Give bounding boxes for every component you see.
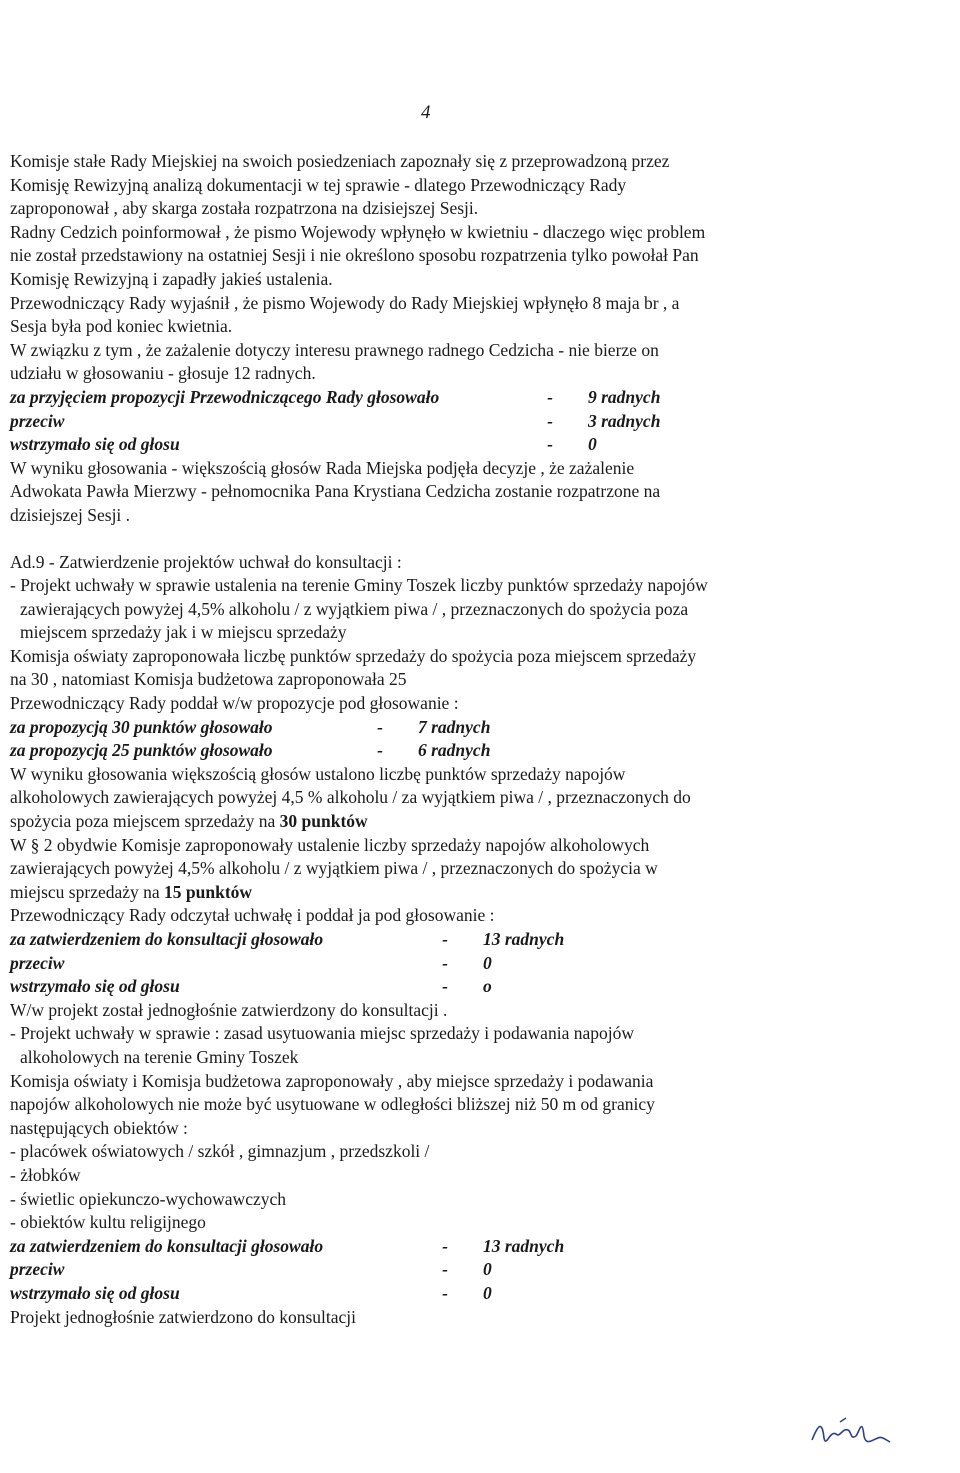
text-line: zawierających powyżej 4,5% alkoholu / z wyjątkiem piwa / , przeznaczonych do spożycia w [10, 858, 658, 879]
vote-count: 7 radnych [418, 716, 491, 737]
vote-row [10, 716, 850, 740]
vote-count: 0 [483, 1282, 492, 1303]
emphasis: 30 punktów [279, 811, 368, 832]
text-line: Projekt jednogłośnie zatwierdzono do konsultacji [10, 1306, 357, 1327]
text-line: Komisje stałe Rady Miejskiej na swoich posiedzeniach zapoznały się z przeprowadzoną przez [10, 151, 670, 171]
vote-count: 6 radnych [418, 740, 491, 761]
text-line: Radny Cedzich poinformował , że pismo Wojewody wpłynęło w kwietniu - dlaczego więc problem [10, 221, 706, 242]
vote-count: 3 radnych [588, 410, 661, 431]
text-line: W/w projekt został jednogłośnie zatwierdzony do konsultacji . [10, 999, 448, 1020]
text-line: W § 2 obydwie Komisje zaproponowały ustalenie liczby sprzedaży napojów alkoholowych [10, 834, 650, 855]
text-line: napojów alkoholowych nie może być usytuowane w odległości bliższej niż 50 m od granicy [10, 1094, 655, 1115]
text-run: spożycia poza miejscem sprzedaży na [10, 811, 280, 832]
vote-count: 13 radnych [483, 929, 565, 949]
vote-row [10, 1258, 850, 1282]
vote-row [10, 952, 850, 976]
vote-dash: - [377, 740, 383, 761]
vote-row [10, 739, 850, 763]
text-line: Komisja oświaty i Komisja budżetowa zaproponowały , aby miejsce sprzedaży i podawania [10, 1070, 654, 1091]
vote-label: przeciw [10, 1259, 65, 1280]
vote-table-2 [10, 716, 850, 763]
list-item: - placówek oświatowych / szkół , gimnazjum , przedszkoli / [10, 1141, 430, 1162]
list-item: - świetlic opiekunczo-wychowawczych [10, 1188, 287, 1209]
vote-table-3 [10, 928, 850, 999]
vote-dash: - [547, 410, 553, 431]
text-line: udziału w głosowaniu - głosuje 12 radnych. [10, 363, 316, 384]
vote-table-4 [10, 1235, 850, 1306]
vote-label: za zatwierdzeniem do konsultacji głosowało [10, 1235, 324, 1256]
text-line: - Projekt uchwały w sprawie ustalenia na terenie Gminy Toszek liczby punktów sprzedaży napojów [10, 575, 708, 596]
text-line: Przewodniczący Rady odczytał uchwałę i poddał ja pod głosowanie : [10, 905, 495, 926]
text-line: W wyniku głosowania - większością głosów Rada Miejska podjęła decyzje , że zażalenie [10, 457, 635, 478]
text-line [10, 881, 850, 905]
vote-label: za zatwierdzeniem do konsultacji głosowało [10, 929, 324, 949]
list-item: - obiektów kultu religijnego [10, 1212, 206, 1233]
vote-count: 0 [483, 952, 492, 973]
emphasis: 15 punktów [164, 881, 253, 902]
text-line: następujących obiektów : [10, 1117, 188, 1138]
text-line: miejscem sprzedaży jak i w miejscu sprzedaży [20, 622, 347, 643]
vote-row [10, 975, 850, 999]
vote-label: wstrzymało się od głosu [10, 976, 180, 997]
text-line: zawierających powyżej 4,5% alkoholu / z wyjątkiem piwa / , przeznaczonych do spożycia poza [20, 598, 689, 619]
section-heading: Ad.9 - Zatwierdzenie projektów uchwał do konsultacji : [10, 551, 402, 572]
vote-dash: - [377, 716, 383, 737]
vote-row [10, 1282, 850, 1306]
vote-label: wstrzymało się od głosu [10, 434, 180, 455]
vote-row [10, 386, 850, 410]
vote-dash: - [442, 1259, 448, 1280]
text-line: Komisja oświaty zaproponowała liczbę punktów sprzedaży do spożycia poza miejscem sprzedaży [10, 645, 697, 666]
vote-row [10, 410, 850, 434]
vote-dash: - [547, 434, 553, 455]
vote-label: za propozycją 30 punktów głosowało [10, 716, 273, 737]
vote-dash: - [442, 952, 448, 973]
vote-dash: - [442, 1282, 448, 1303]
vote-count: 0 [588, 434, 597, 455]
text-run: miejscu sprzedaży na [10, 881, 165, 902]
text-line: W związku z tym , że zażalenie dotyczy interesu prawnego radnego Cedzicha - nie bierze on [10, 339, 659, 360]
text-line: Przewodniczący Rady poddał w/w propozycje pod głosowanie : [10, 693, 459, 714]
text-line: alkoholowych na terenie Gminy Toszek [20, 1046, 299, 1067]
text-line: alkoholowych zawierających powyżej 4,5 % alkoholu / za wyjątkiem piwa / , przeznaczonych do [10, 787, 691, 808]
spacer [10, 528, 850, 551]
text-line: zaproponował , aby skarga została rozpatrzona na dzisiejszej Sesji. [10, 198, 479, 219]
vote-label: przeciw [10, 952, 65, 973]
handwritten-signature [800, 1400, 900, 1460]
vote-count: 9 radnych [588, 386, 661, 407]
vote-row [10, 928, 850, 952]
text-line: Komisję Rewizyjną i zapadły jakieś ustalenia. [10, 268, 333, 289]
text-line: Komisję Rewizyjną analizą dokumentacji w tej sprawie - dlatego Przewodniczący Rady [10, 174, 627, 195]
vote-dash: - [442, 1235, 448, 1256]
document-body [10, 150, 850, 1329]
vote-label: przeciw [10, 410, 65, 431]
text-line: - Projekt uchwały w sprawie : zasad usytuowania miejsc sprzedaży i podawania napojów [10, 1023, 634, 1044]
text-line: Sesja była pod koniec kwietnia. [10, 316, 233, 337]
vote-count: 0 [483, 1259, 492, 1280]
vote-table-1 [10, 386, 850, 457]
vote-label: wstrzymało się od głosu [10, 1282, 180, 1303]
text-line: dzisiejszej Sesji . [10, 504, 131, 525]
vote-label: za propozycją 25 punktów głosowało [10, 740, 273, 761]
text-line: Adwokata Pawła Mierzwy - pełnomocnika Pana Krystiana Cedzicha zostanie rozpatrzone na [10, 481, 661, 502]
text-line: W wyniku głosowania większością głosów ustalono liczbę punktów sprzedaży napojów [10, 763, 626, 784]
list-item: - żłobków [10, 1164, 81, 1185]
vote-count: 13 radnych [483, 1235, 565, 1256]
vote-dash: - [442, 976, 448, 997]
page-number: 4 [421, 102, 431, 123]
text-line [10, 810, 850, 834]
vote-dash: - [547, 386, 553, 407]
vote-row [10, 433, 850, 457]
vote-dash: - [442, 929, 448, 949]
text-line: nie został przedstawiony na ostatniej Sesji i nie określono sposobu rozpatrzenia tylko powołał Pan [10, 245, 699, 266]
text-line: Przewodniczący Rady wyjaśnił , że pismo Wojewody do Rady Miejskiej wpłynęło 8 maja br , a [10, 292, 680, 313]
vote-label: za przyjęciem propozycji Przewodniczącego Rady głosowało [10, 386, 440, 407]
text-line: na 30 , natomiast Komisja budżetowa zaproponowała 25 [10, 669, 407, 690]
vote-row [10, 1235, 850, 1259]
vote-count: o [483, 976, 492, 997]
